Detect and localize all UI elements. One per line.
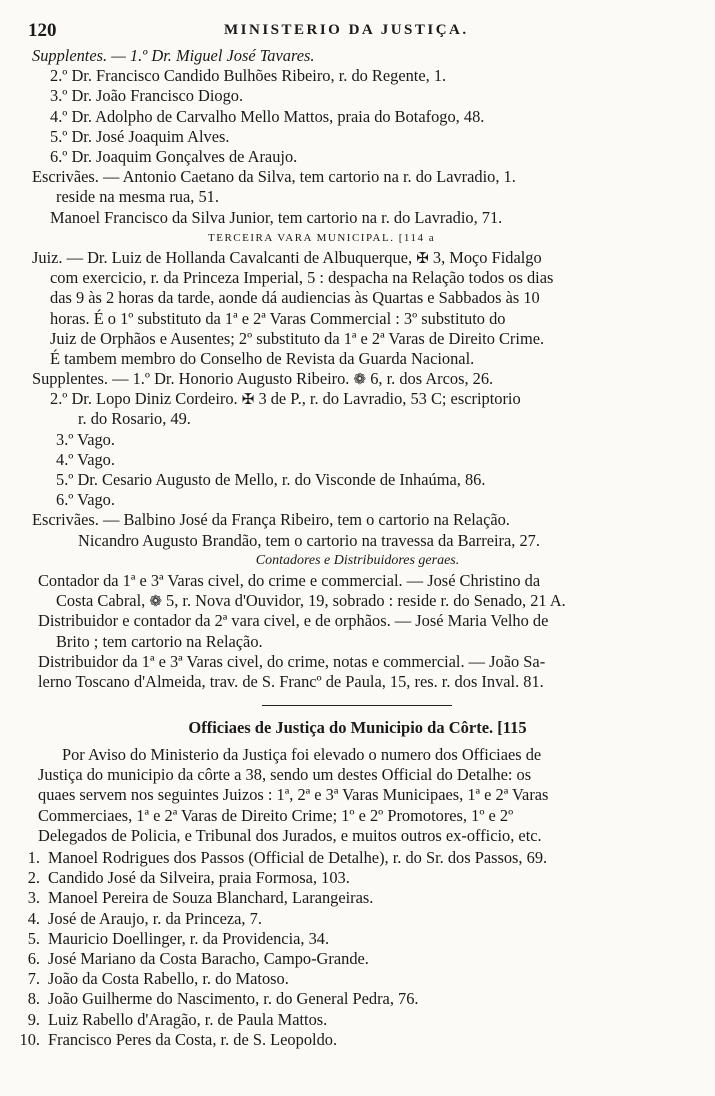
list-text: Candido José da Silveira, praia Formosa, 103. [48,868,350,888]
rose-order-icon: ❁ [353,372,367,388]
text-line: Nicandro Augusto Brandão, tem o cartorio na travessa da Barreira, 27. [78,530,540,550]
list-number: 4. [27,908,40,928]
list-item [0,949,715,969]
section-divider [262,705,452,706]
list-text: Manoel Rodrigues dos Passos (Official de Detalhe), r. do Sr. dos Passos, 69. [48,848,548,867]
text-line: É tambem membro do Conselho de Revista da Guarda Nacional. [50,348,475,368]
text-line: Commerciaes, 1ª e 2ª Varas de Direito Crime; 1º e 2º Promotores, 1º e 2º [38,805,514,825]
list-number: 3. [27,888,40,908]
list-text: José Mariano da Costa Baracho, Campo-Grande. [48,948,369,968]
list-text: Manoel Pereira de Souza Blanchard, Larangeiras. [48,888,374,908]
text-line: reside na mesma rua, 51. [56,187,219,207]
list-text: Francisco Peres da Costa, r. de S. Leopoldo. [48,1029,338,1049]
block-second-vara [0,46,715,248]
text-span: Juiz. — Dr. Luiz de Hollanda Cavalcanti de Albuquerque, [32,248,413,267]
list-number: 10. [19,1029,40,1049]
cross-order-icon: ✠ [416,251,429,267]
text-span: 3 de P., r. do Lavradio, 53 C; escriptorio [258,389,521,409]
page-header [24,20,694,42]
list-item [0,989,715,1009]
text-span: 3, Moço Fidalgo [432,248,542,267]
list-text: Luiz Rabello d'Aragão, r. de Paula Mattos. [48,1009,328,1029]
section-title: Officiaes de Justiça do Municipio da Côrte. [115 [188,718,527,737]
text-line: Distribuidor e contador da 2ª vara civel, e de orphãos. — José Maria Velho de [38,611,549,631]
list-number: 6. [27,948,40,968]
page-number: 120 [28,20,57,41]
text-span: Supplentes. — 1.º Dr. Honorio Augusto Ribeiro. [32,369,350,388]
text-line [0,369,715,389]
text-line: Juiz de Orphãos e Ausentes; 2º substituto da 1ª e 2ª Varas de Direito Crime. [50,328,545,348]
text-line: Escrivães. — Antonio Caetano da Silva, tem cartorio na r. do Lavradio, 1. [32,167,516,187]
text-span: Costa Cabral, [56,591,146,611]
text-line: Supplentes. — 1.º Dr. Miguel José Tavares. [32,46,315,65]
block-juiz [0,248,715,369]
list-number: 8. [27,989,40,1009]
text-line: 3.º Vago. [56,429,115,449]
text-span: 2.º Dr. Lopo Diniz Cordeiro. [50,389,238,409]
list-item [0,929,715,949]
list-text: José de Araujo, r. da Princeza, 7. [48,908,262,928]
list-item [0,888,715,908]
list-item [0,909,715,929]
list-item [0,969,715,989]
text-line: Contador da 1ª e 3ª Varas civel, do crime e commercial. — José Christino da [38,571,541,590]
running-title: MINISTERIO DA JUSTIÇA. [224,22,469,38]
list-number: 5. [27,928,40,948]
list-item [0,1030,715,1050]
text-span: 6, r. dos Arcos, 26. [370,369,494,388]
text-line: 3.º Dr. João Francisco Diogo. [50,86,244,106]
text-line: horas. É o 1º substituto da 1ª e 2ª Varas Commercial : 3º substituto do [50,308,506,328]
list-text: Mauricio Doellinger, r. da Providencia, 34. [48,928,330,948]
subheading-contadores: Contadores e Distribuidores geraes. [255,552,460,568]
text-line [0,591,715,611]
block-supplentes-third [0,369,715,571]
text-line: 2.º Dr. Francisco Candido Bulhões Ribeiro, r. do Regente, 1. [50,66,447,86]
text-line: Distribuidor da 1ª e 3ª Varas civel, do crime, notas e commercial. — João Sa- [38,651,546,671]
text-line: Justiça do municipio da côrte a 38, sendo um destes Official do Detalhe: os [38,765,532,785]
block-contadores [0,571,715,692]
list-item [0,848,715,868]
text-line: 4.º Dr. Adolpho de Carvalho Mello Mattos, praia do Botafogo, 48. [50,106,485,126]
text-line [0,248,715,268]
text-line: 6.º Dr. Joaquim Gonçalves de Araujo. [50,146,298,166]
list-item [0,868,715,888]
text-line [0,389,715,409]
text-span: 5, r. Nova d'Ouvidor, 19, sobrado : reside r. do Senado, 21 A. [166,591,566,611]
officers-list [0,848,715,1050]
list-item [0,1010,715,1030]
list-number: 9. [27,1009,40,1029]
text-line: Manoel Francisco da Silva Junior, tem cartorio na r. do Lavradio, 71. [50,207,503,227]
text-line: Escrivães. — Balbino José da França Ribeiro, tem o cartorio na Relação. [32,510,510,530]
list-text: João Guilherme do Nascimento, r. do General Pedra, 76. [48,989,419,1009]
cross-order-icon: ✠ [241,392,255,409]
section-subheading: TERCEIRA VARA MUNICIPAL. [114 a [208,231,436,244]
text-line: lerno Toscano d'Almeida, trav. de S. Francº de Paula, 15, res. r. dos Inval. 81. [38,671,544,691]
text-line: 5.º Dr. Cesario Augusto de Mello, r. do Visconde de Inhaúma, 86. [56,469,486,489]
list-number: 1. [27,848,40,867]
text-line: Por Aviso do Ministerio da Justiça foi elevado o numero dos Officiaes de [62,745,542,764]
section-intro [0,745,715,846]
text-line: 5.º Dr. José Joaquim Alves. [50,126,230,146]
text-line: Brito ; tem cartorio na Relação. [56,631,263,651]
text-line: r. do Rosario, 49. [78,409,191,429]
list-text: João da Costa Rabello, r. do Matoso. [48,969,289,989]
text-line: das 9 às 2 horas da tarde, aonde dá audiencias às Quartas e Sabbados às 10 [50,288,540,308]
list-number: 2. [27,868,40,888]
text-line: 4.º Vago. [56,449,115,469]
rose-order-icon: ❁ [149,594,162,611]
text-line: 6.º Vago. [56,490,115,510]
text-line: com exercicio, r. da Princeza Imperial, 5 : despacha na Relação todos os dias [50,268,554,288]
text-line: quaes servem nos seguintes Juizos : 1ª, 2ª e 3ª Varas Municipaes, 1ª e 2ª Varas [38,785,549,805]
text-line: Delegados de Policia, e Tribunal dos Jurados, e muitos outros ex-officio, etc. [38,825,542,845]
list-number: 7. [27,969,40,989]
